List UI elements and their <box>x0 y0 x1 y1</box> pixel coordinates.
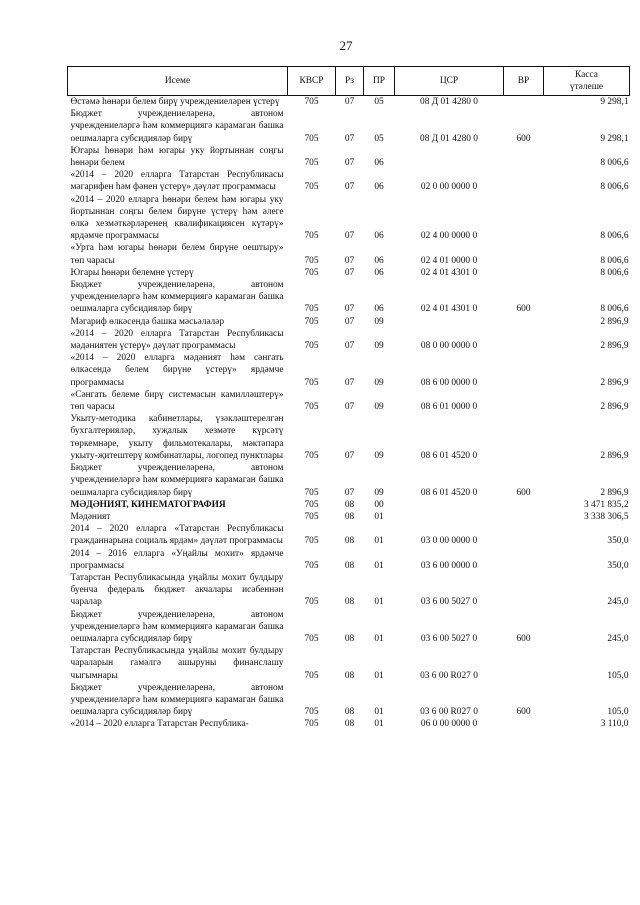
page-number: 27 <box>339 38 353 53</box>
cell-csr: 08 Д 01 4280 0 <box>420 133 478 144</box>
column-header-sum-line1: Касса <box>575 70 598 80</box>
table-row <box>68 499 630 511</box>
cell-sum: 2 896,9 <box>600 402 629 413</box>
cell-vr <box>504 413 544 462</box>
table-row <box>68 413 630 462</box>
cell-rz: 07 <box>344 158 355 169</box>
cell-name: «2014 – 2020 елларга Татарстан Республика- <box>70 719 249 730</box>
cell-rz: 07 <box>344 231 355 242</box>
cell-rz: 07 <box>344 267 355 278</box>
cell-csr: 03 6 00 5027 0 <box>420 597 478 608</box>
cell-pr: 06 <box>374 231 384 242</box>
table-row <box>68 462 630 499</box>
cell-vr <box>504 352 544 389</box>
table-row <box>68 328 630 352</box>
cell-vr: 600 <box>516 487 531 498</box>
cell-name: «2014 – 2020 елларга мәдәният һәм сәнгать өлкәсендә белем бирүне үстерү» ярдәмче программасы <box>70 353 284 388</box>
cell-pr: 06 <box>374 158 384 169</box>
cell-name: Бюджет учреждениеләренә, автоном учреждениеләргә һәм коммерциягә карамаган башка оешмаларга субсидияләр бирү <box>70 682 284 718</box>
cell-sum: 245,0 <box>607 633 629 644</box>
cell-csr <box>395 145 504 169</box>
cell-name: Бюджет учреждениеләренә, автоном учреждениеләргә һәм коммерциягә карамаган башка оешмаларга субсидияләр бирү <box>70 109 284 144</box>
cell-csr: 03 6 00 R027 0 <box>420 707 478 718</box>
cell-sum: 3 338 306,5 <box>583 511 629 522</box>
cell-name: Бюджет учреждениеләренә, автоном учреждениеләргә һәм коммерциягә карамаган башка оешмаларга субсидияләр бирү <box>70 609 284 644</box>
cell-kvsr: 705 <box>304 499 319 510</box>
table-row <box>68 145 630 169</box>
cell-pr: 05 <box>374 133 384 144</box>
cell-pr: 09 <box>374 450 384 461</box>
cell-name: Бюджет учреждениеләренә, автоном учреждениеләргә һәм коммерциягә карамаган башка оешмаларга субсидияләр бирү <box>70 280 284 315</box>
cell-name: «2014 – 2020 елларга Татарстан Республикасы мәдәниятен үстерү» дәүләт программасы <box>70 328 284 352</box>
cell-csr: 02 4 01 4301 0 <box>420 304 478 315</box>
budget-table <box>67 66 630 731</box>
cell-vr <box>504 267 544 279</box>
cell-pr: 09 <box>374 316 384 327</box>
column-header-sum <box>544 67 630 96</box>
cell-pr: 01 <box>374 633 384 644</box>
column-header-pr: ПР <box>364 67 395 96</box>
cell-vr <box>504 194 544 243</box>
table-row <box>68 645 630 682</box>
cell-name: Мәдәният <box>70 511 111 522</box>
column-header-kvsr: КВСР <box>288 67 336 96</box>
cell-kvsr: 705 <box>304 267 319 278</box>
cell-kvsr: 705 <box>304 341 319 352</box>
cell-sum: 2 896,9 <box>600 487 629 498</box>
cell-kvsr: 705 <box>304 719 319 730</box>
cell-csr: 03 6 00 0000 0 <box>420 560 478 571</box>
cell-kvsr: 705 <box>304 304 319 315</box>
cell-pr: 00 <box>374 499 384 510</box>
cell-kvsr: 705 <box>304 231 319 242</box>
table-row <box>68 169 630 193</box>
cell-vr: 600 <box>516 633 531 644</box>
cell-rz: 07 <box>344 182 355 193</box>
cell-sum: 105,0 <box>607 670 629 681</box>
cell-sum: 2 896,9 <box>600 377 629 388</box>
table-header-row <box>68 67 630 96</box>
cell-vr <box>504 511 544 523</box>
table-row <box>68 523 630 547</box>
cell-name: «Урта һәм югары һөнәри белем бирүне оештыру» төп чарасы <box>70 243 284 266</box>
cell-kvsr: 705 <box>304 97 319 107</box>
cell-csr: 08 Д 01 4280 0 <box>420 97 478 107</box>
cell-sum: 8 006,6 <box>600 158 629 169</box>
table-row <box>68 316 630 328</box>
cell-csr: 03 6 00 R027 0 <box>420 670 478 681</box>
cell-sum: 350,0 <box>607 560 629 571</box>
cell-vr <box>504 389 544 413</box>
cell-vr: 600 <box>516 707 531 718</box>
table-row <box>68 279 630 316</box>
column-header-sum-line2: үтәлеше <box>569 82 604 92</box>
cell-csr: 03 0 00 0000 0 <box>420 536 478 547</box>
cell-sum: 9 298,1 <box>600 133 629 144</box>
cell-csr: 08 0 00 0000 0 <box>420 341 478 352</box>
cell-vr <box>504 572 544 609</box>
cell-sum: 2 896,9 <box>600 316 629 327</box>
cell-rz: 08 <box>344 670 355 681</box>
cell-sum: 9 298,1 <box>600 97 629 107</box>
table-row <box>68 108 630 145</box>
column-header-rz: Рз <box>336 67 364 96</box>
cell-csr: 06 0 00 0000 0 <box>420 719 478 730</box>
cell-rz: 07 <box>344 402 355 413</box>
table-row <box>68 511 630 523</box>
table-row <box>68 718 630 730</box>
cell-vr <box>504 145 544 169</box>
table-row <box>68 389 630 413</box>
table-row <box>68 572 630 609</box>
cell-kvsr: 705 <box>304 133 319 144</box>
cell-name: «2014 – 2020 елларга һөнәри белем һәм югары уку йортыннан соңгы белем бирүне үстерү һәм әлеге өлкә хезмәткәрләренең квалификациясен күтәрү» ярдәмче программасы <box>70 194 284 242</box>
cell-csr: 08 6 01 0000 0 <box>420 402 478 413</box>
table-row <box>68 242 630 266</box>
table-row <box>68 352 630 389</box>
cell-kvsr: 705 <box>304 316 319 327</box>
cell-kvsr: 705 <box>304 402 319 413</box>
cell-csr: 02 4 01 0000 0 <box>420 255 478 266</box>
cell-pr: 01 <box>374 560 384 571</box>
cell-pr: 09 <box>374 377 384 388</box>
cell-sum: 105,0 <box>607 707 629 718</box>
cell-kvsr: 705 <box>304 670 319 681</box>
cell-rz: 08 <box>344 499 355 510</box>
cell-pr: 09 <box>374 341 384 352</box>
cell-sum: 3 471 835,2 <box>583 499 629 510</box>
cell-pr: 05 <box>374 97 384 107</box>
cell-sum: 3 110,0 <box>600 719 629 730</box>
cell-csr: 02 4 00 0000 0 <box>420 231 478 242</box>
cell-sum: 350,0 <box>607 536 629 547</box>
cell-kvsr: 705 <box>304 511 319 522</box>
cell-pr: 09 <box>374 487 384 498</box>
cell-pr: 01 <box>374 536 384 547</box>
cell-kvsr: 705 <box>304 377 319 388</box>
table-row <box>68 548 630 572</box>
cell-csr: 02 4 01 4301 0 <box>420 267 478 278</box>
table-row <box>68 96 630 109</box>
cell-pr: 06 <box>374 182 384 193</box>
cell-rz: 08 <box>344 633 355 644</box>
cell-kvsr: 705 <box>304 182 319 193</box>
cell-sum: 2 896,9 <box>600 341 629 352</box>
cell-vr <box>504 242 544 266</box>
cell-csr <box>395 499 504 511</box>
table-row <box>68 267 630 279</box>
cell-vr <box>504 169 544 193</box>
column-header-csr: ЦСР <box>395 67 504 96</box>
cell-vr: 600 <box>516 304 531 315</box>
cell-csr: 02 0 00 0000 0 <box>420 182 478 193</box>
cell-name: МӘДӘНИЯТ, КИНЕМАТОГРАФИЯ <box>70 499 226 510</box>
cell-kvsr: 705 <box>304 487 319 498</box>
cell-rz: 07 <box>344 316 355 327</box>
cell-csr <box>395 511 504 523</box>
cell-sum: 8 006,6 <box>600 304 629 315</box>
cell-name: Укыту-методика кабинетлары, үзәкләштерелгән бухгалтерияләр, хуҗалык хезмәте күрсәтү төркемнәре, укыту фильмотекалары, мәктәпара укыту-җитештерү комбинатлары, логопед пунктлары <box>70 414 284 461</box>
cell-sum: 8 006,6 <box>600 231 629 242</box>
cell-sum: 2 896,9 <box>600 450 629 461</box>
cell-csr: 08 6 01 4520 0 <box>420 450 478 461</box>
cell-rz: 08 <box>344 511 355 522</box>
table-row <box>68 194 630 243</box>
cell-vr <box>504 645 544 682</box>
cell-vr <box>504 718 544 730</box>
cell-vr <box>504 499 544 511</box>
cell-kvsr: 705 <box>304 707 319 718</box>
cell-rz: 07 <box>344 255 355 266</box>
cell-sum: 8 006,6 <box>600 182 629 193</box>
cell-vr <box>504 548 544 572</box>
cell-rz: 08 <box>344 560 355 571</box>
cell-vr <box>504 316 544 328</box>
cell-csr: 08 6 01 4520 0 <box>420 487 478 498</box>
cell-sum: 8 006,6 <box>600 267 629 278</box>
cell-pr: 06 <box>374 304 384 315</box>
cell-name: Татарстан Республикасында уңайлы мохит булдыру буенча федераль бюджет акчалары исәбеннән чаралар <box>70 572 284 608</box>
cell-pr: 09 <box>374 402 384 413</box>
cell-pr: 01 <box>374 597 384 608</box>
cell-pr: 01 <box>374 707 384 718</box>
column-header-vr: ВР <box>504 67 544 96</box>
table-row <box>68 609 630 646</box>
cell-sum: 245,0 <box>607 597 629 608</box>
cell-kvsr: 705 <box>304 560 319 571</box>
column-header-name: Исеме <box>68 67 288 96</box>
cell-kvsr: 705 <box>304 633 319 644</box>
cell-rz: 08 <box>344 536 355 547</box>
cell-name: Бюджет учреждениеләренә, автоном учреждениеләргә һәм коммерциягә карамаган башка оешмаларга субсидияләр бирү <box>70 463 284 498</box>
cell-rz: 08 <box>344 719 355 730</box>
cell-rz: 07 <box>344 487 355 498</box>
cell-kvsr: 705 <box>304 255 319 266</box>
cell-pr: 06 <box>374 267 384 278</box>
cell-rz: 07 <box>344 133 355 144</box>
cell-kvsr: 705 <box>304 450 319 461</box>
cell-csr <box>395 316 504 328</box>
cell-vr <box>504 523 544 547</box>
cell-name: Татарстан Республикасында уңайлы мохит булдыру чараларын гамәлгә ашыруны финанслашу чыгымнары <box>70 646 284 681</box>
cell-sum: 8 006,6 <box>600 255 629 266</box>
cell-name: Югары һөнәри һәм югары уку йортыннан соңгы һөнәри белем <box>70 145 284 169</box>
cell-pr: 01 <box>374 719 384 730</box>
cell-rz: 07 <box>344 377 355 388</box>
cell-csr: 03 6 00 5027 0 <box>420 633 478 644</box>
cell-kvsr: 705 <box>304 536 319 547</box>
cell-vr <box>504 96 544 109</box>
cell-vr <box>504 328 544 352</box>
cell-rz: 07 <box>344 450 355 461</box>
cell-rz: 07 <box>344 97 355 107</box>
cell-rz: 07 <box>344 341 355 352</box>
cell-name: Югары һөнәри белемне үстерү <box>70 267 194 278</box>
cell-rz: 08 <box>344 707 355 718</box>
cell-name: «Сәнгать белеме бирү системасын камилләштерү» төп чарасы <box>70 389 284 413</box>
cell-pr: 06 <box>374 255 384 266</box>
cell-name: 2014 – 2020 елларга «Татарстан Республикасы гражданнарына социаль ярдәм» дәүләт программасы <box>70 524 284 547</box>
cell-pr: 01 <box>374 511 384 522</box>
cell-name: 2014 – 2016 елларга «Уңайлы мохит» ярдәмче программасы <box>70 548 284 571</box>
cell-name: Өстәмә һөнәри белем бирү учреждениеләрен үстерү <box>70 97 280 107</box>
cell-name: «2014 – 2020 елларга Татарстан Республикасы мәгарифен һәм фәнен үстерү» дәүләт программасы <box>70 170 284 193</box>
cell-kvsr: 705 <box>304 158 319 169</box>
cell-rz: 08 <box>344 597 355 608</box>
cell-name: Мәгариф өлкәсендә башка мәсьәләләр <box>70 316 225 327</box>
cell-kvsr: 705 <box>304 597 319 608</box>
cell-vr: 600 <box>516 133 531 144</box>
cell-pr: 01 <box>374 670 384 681</box>
cell-csr: 08 6 00 0000 0 <box>420 377 478 388</box>
table-row <box>68 682 630 719</box>
cell-rz: 07 <box>344 304 355 315</box>
